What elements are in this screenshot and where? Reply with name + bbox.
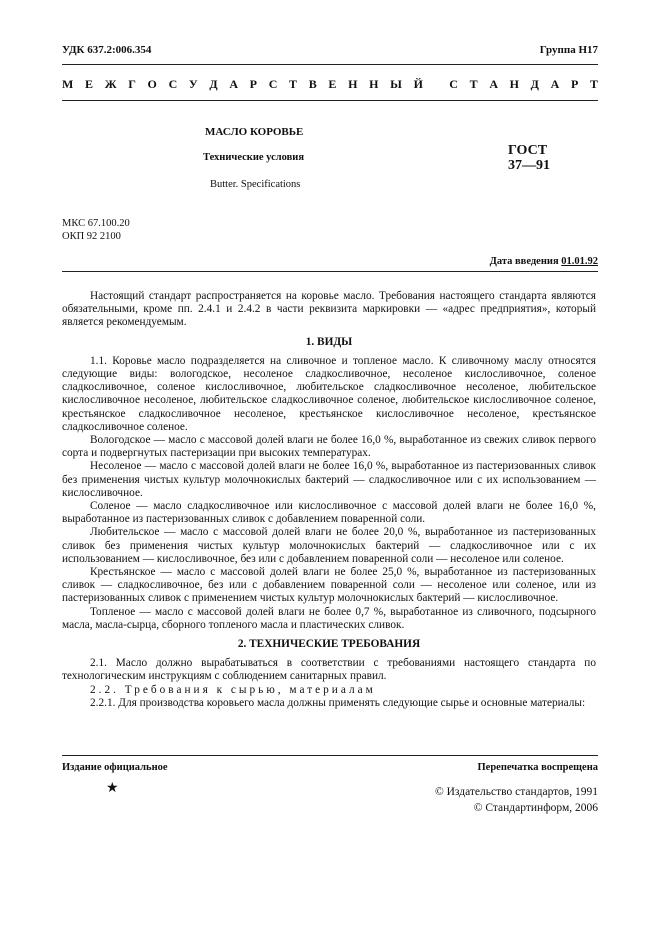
english-title: Butter. Specifications xyxy=(210,179,301,190)
banner-letter: С xyxy=(168,77,178,91)
banner-letter: С xyxy=(268,77,278,91)
banner-letter: А xyxy=(550,77,560,91)
banner-letter: Е xyxy=(85,77,94,91)
banner-letter: Е xyxy=(328,77,337,91)
footer-rule xyxy=(62,755,598,756)
star-icon: ★ xyxy=(106,781,119,796)
udk-code: УДК 637.2:006.354 xyxy=(62,44,152,56)
banner-letter: Т xyxy=(469,77,478,91)
banner-letter: Г xyxy=(128,77,136,91)
copyright-line-2: © Стандартинформ, 2006 xyxy=(473,802,598,814)
document-title: МАСЛО КОРОВЬЕ xyxy=(205,126,304,138)
banner-letter: О xyxy=(147,77,157,91)
official-edition: Издание официальное xyxy=(62,762,168,773)
classification-codes xyxy=(62,217,130,243)
top-rule xyxy=(62,64,598,65)
standard-type-banner xyxy=(62,77,598,92)
banner-letter: С xyxy=(449,77,458,91)
intro-date-label: Дата введения xyxy=(489,256,559,267)
banner-letter: Н xyxy=(348,77,358,91)
banner-letter: А xyxy=(489,77,498,91)
banner-letter: Ж xyxy=(104,77,117,91)
section-1-title: 1. ВИДЫ xyxy=(305,335,353,348)
paragraph-2-2: 2.2. Требования к сырью, материалам xyxy=(90,683,376,696)
paragraph-solenoe: Соленое — масло сладкосливочное или кислосливочное с массовой долей влаги не более 16,0 %, выработанное из пастеризованных сливок с добавлением поваренной соли. xyxy=(62,500,596,526)
paragraph-lyubitelskoe: Любительское — масло с массовой долей влаги не более 20,0 %, выработанное из пастеризованных сливок без применения чистых культур молочнокислых бактерий — сладкосливочное или с их использованием — кислосливочное, без или с добавлением поваренной соли — несоленое или соленое. xyxy=(62,526,596,565)
intro-paragraph: Настоящий стандарт распространяется на коровье масло. Требования настоящего стандарта являются обязательными, кроме пп. 2.4.1 и 2.4.2 в части реквизита маркировки — «адрес предприятия», который является рекомендуемым. xyxy=(62,290,596,329)
banner-letter: А xyxy=(229,77,238,91)
banner-letter: Р xyxy=(570,77,579,91)
group-code: Группа Н17 xyxy=(539,44,598,56)
document-body xyxy=(62,290,596,710)
section-2-title: 2. ТЕХНИЧЕСКИЕ ТРЕБОВАНИЯ xyxy=(237,638,421,651)
intro-date xyxy=(490,256,598,267)
paragraph-1-1: 1.1. Коровье масло подразделяется на сливочное и топленое масло. К сливочному маслу относятся следующие виды: вологодское, несоленое сладкосливочное, несоленое кислосливочное, соленое сладкосливочное, соленое кислосливочное, любительское сладкосливочное несоленое, любительское кислосливочное несоленое, любительское сладкосливочное соленое, любительское кислосливочное соленое, крестьянское сладкосливочное несоленое, крестьянское кислосливочное несоленое, крестьянское сладкосливочное соленое. xyxy=(62,354,596,433)
paragraph-2-2-1: 2.2.1. Для производства коровьего масла должны применять следующие сырье и основные материалы: xyxy=(90,696,586,709)
paragraph-nesolenoe: Несоленое — масло с массовой долей влаги не более 16,0 %, выработанное из пастеризованных сливок без применения чистых культур молочнокислых бактерий — сладкосливочное или с их использованием — кислосливочное. xyxy=(62,460,596,499)
okp-code: ОКП 92 2100 xyxy=(62,231,121,242)
banner-rule xyxy=(62,100,598,101)
copyright-block xyxy=(435,784,598,816)
banner-letter: Н xyxy=(509,77,519,91)
banner-letter: Р xyxy=(249,77,258,91)
gost-number: 37—91 xyxy=(508,158,550,173)
paragraph-2-1: 2.1. Масло должно вырабатываться в соответствии с требованиями настоящего стандарта по технологическим инструкциям с соблюдением санитарных правил. xyxy=(62,657,596,683)
banner-letter xyxy=(435,77,438,92)
banner-letter: Д xyxy=(209,77,218,91)
banner-letter: М xyxy=(62,77,74,91)
paragraph-vologda: Вологодское — масло с массовой долей влаги не более 16,0 %, выработанное из свежих сливок первого сорта и подвергнутых пастеризации при высоких температурах. xyxy=(62,434,596,460)
gost-label: ГОСТ xyxy=(508,143,548,158)
banner-letter: Н xyxy=(369,77,379,91)
copyright-line-1: © Издательство стандартов, 1991 xyxy=(434,786,598,798)
banner-letter: У xyxy=(188,77,198,91)
banner-letter: Т xyxy=(289,77,298,91)
date-rule xyxy=(62,271,598,272)
document-subtitle: Технические условия xyxy=(203,152,305,163)
banner-letter: Ы xyxy=(390,77,402,91)
mks-code: МКС 67.100.20 xyxy=(62,218,130,229)
paragraph-krestyanskoe: Крестьянское — масло с массовой долей влаги не более 25,0 %, выработанное из пастеризованных сливок — сладкосливочное, без или с добавлением поваренной соли — несоленое или соленое, или из пастеризованных сливок с применением чистых культур молочнокислых бактерий — кислосливочное. xyxy=(62,566,596,605)
banner-letter: Й xyxy=(413,77,423,91)
reprint-notice: Перепечатка воспрещена xyxy=(477,762,598,773)
banner-letter: В xyxy=(308,77,317,91)
banner-letter: Д xyxy=(530,77,539,91)
intro-date-value: 01.01.92 xyxy=(561,256,598,267)
banner-letter: Т xyxy=(589,77,598,91)
gost-designation xyxy=(508,143,550,173)
paragraph-toplenoe: Топленое — масло с массовой долей влаги не более 0,7 %, выработанное из сливочного, подсырного масла, масла-сырца, сборного топленого масла и пластических сливок. xyxy=(62,605,596,631)
